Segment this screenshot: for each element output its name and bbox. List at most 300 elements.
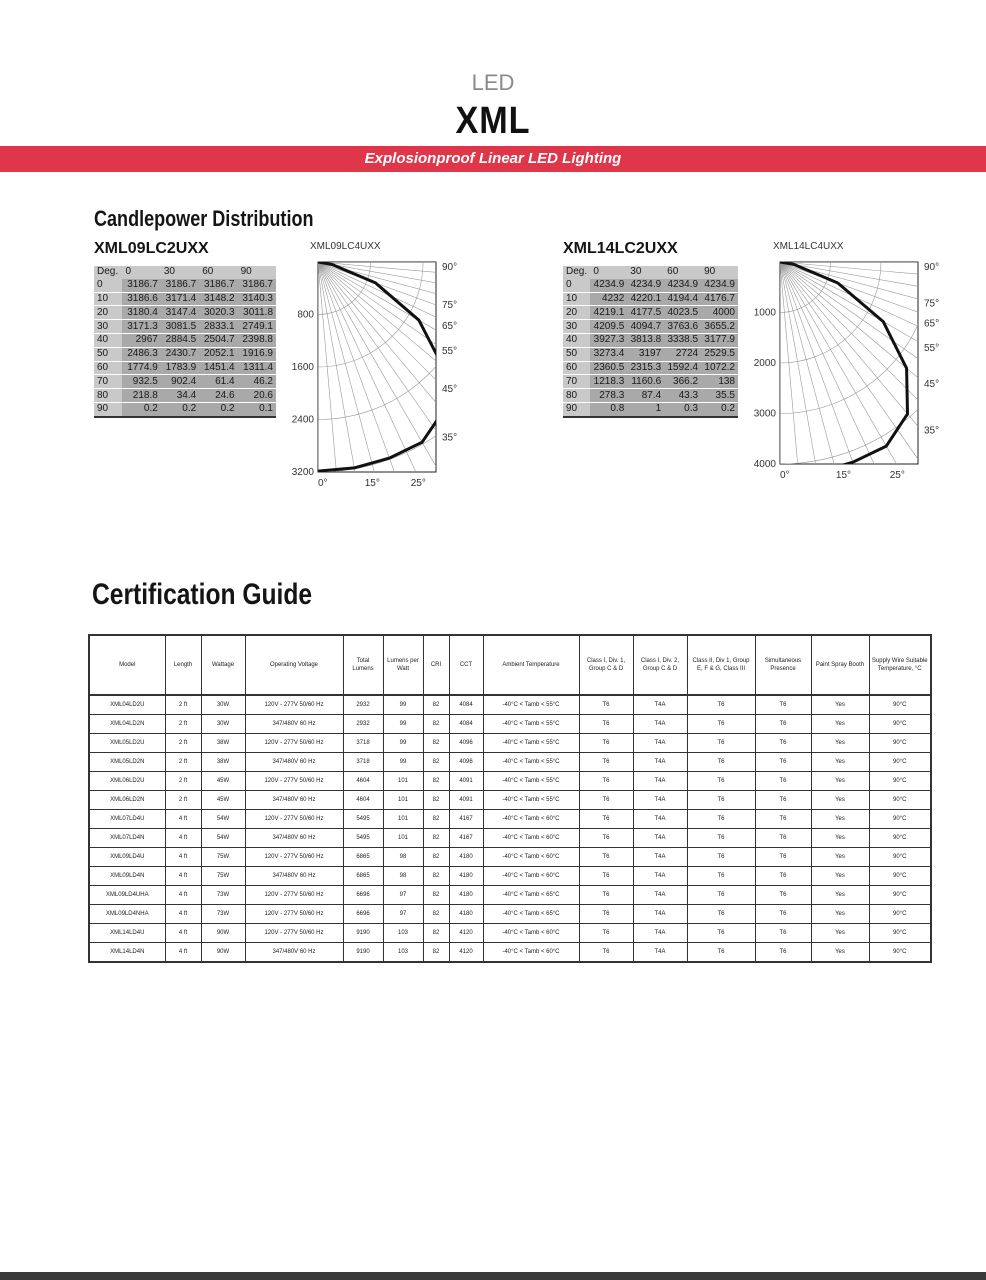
cert-cell: 4167 (449, 829, 483, 848)
polar-title-2: XML14LC4UXX (773, 241, 844, 252)
table-row (89, 791, 931, 810)
cert-cell: 30W (201, 695, 245, 715)
cert-cell: 45W (201, 791, 245, 810)
table-row (89, 848, 931, 867)
cert-column-header: Total Lumens (343, 635, 383, 695)
cert-cell: Yes (811, 715, 869, 734)
cp-value-cell: 1311.4 (238, 361, 276, 375)
cert-cell: 4167 (449, 810, 483, 829)
cert-cell: XML05LD2N (89, 753, 165, 772)
cert-cell: 5495 (343, 829, 383, 848)
radial-label: 4000 (753, 459, 776, 470)
cert-cell: -40°C < Tamb < 60°C (483, 810, 579, 829)
cp-degree-cell: 70 (563, 375, 590, 389)
cert-cell: 4 ft (165, 924, 201, 943)
cert-cell: T4A (633, 829, 687, 848)
cert-column-header: Wattage (201, 635, 245, 695)
cp-degree-cell: 80 (563, 389, 590, 403)
cert-cell: 4180 (449, 848, 483, 867)
cert-cell: Yes (811, 753, 869, 772)
cert-cell: -40°C < Tamb < 60°C (483, 848, 579, 867)
cert-cell: T6 (687, 943, 755, 963)
cert-column-header: Ambient Temperature (483, 635, 579, 695)
certification-section-title: Certification Guide (92, 578, 313, 611)
cert-cell: 82 (423, 905, 449, 924)
cert-column-header: Class II, Div 1, Group E, F & G, Class III (687, 635, 755, 695)
cert-cell: 6696 (343, 905, 383, 924)
cert-cell: -40°C < Tamb < 55°C (483, 791, 579, 810)
cert-cell: 9190 (343, 943, 383, 963)
cert-column-header: Operating Voltage (245, 635, 343, 695)
table-row (94, 333, 276, 347)
cert-cell: 5495 (343, 810, 383, 829)
cert-cell: 99 (383, 734, 423, 753)
cert-cell: T6 (687, 791, 755, 810)
cert-cell: T4A (633, 848, 687, 867)
cert-column-header: Lumens per Watt (383, 635, 423, 695)
cp-value-cell: 3186.7 (122, 279, 160, 292)
cert-cell: 82 (423, 753, 449, 772)
cert-cell: 99 (383, 753, 423, 772)
cert-cell: Yes (811, 810, 869, 829)
cp-value-cell: 2967 (122, 333, 160, 347)
cert-cell: 4 ft (165, 829, 201, 848)
cert-cell: 97 (383, 886, 423, 905)
cert-cell: 82 (423, 715, 449, 734)
cert-cell: 3718 (343, 734, 383, 753)
cert-cell: 103 (383, 924, 423, 943)
cert-cell: 347/480V 60 Hz (245, 943, 343, 963)
cert-cell: XML07LD4U (89, 810, 165, 829)
cp-degree-cell: 60 (563, 361, 590, 375)
candlepower-table-1 (94, 266, 276, 418)
cert-cell: 98 (383, 867, 423, 886)
cp-value-cell: 4234.9 (701, 279, 738, 292)
cert-cell: 4180 (449, 886, 483, 905)
cert-cell: 120V - 277V 50/60 Hz (245, 810, 343, 829)
cert-cell: Yes (811, 695, 869, 715)
cert-header-row (89, 635, 931, 695)
cp-value-cell: 2360.5 (590, 361, 627, 375)
cp-value-cell: 0.8 (590, 402, 627, 416)
cert-cell: 101 (383, 772, 423, 791)
cert-cell: 4 ft (165, 848, 201, 867)
cp-column-header: 90 (701, 266, 738, 279)
cert-cell: -40°C < Tamb < 55°C (483, 772, 579, 791)
cert-cell: 4120 (449, 943, 483, 963)
cert-cell: T6 (579, 848, 633, 867)
cert-cell: 99 (383, 695, 423, 715)
cert-column-header: Length (165, 635, 201, 695)
table-row (94, 402, 276, 416)
cp-degree-cell: 30 (563, 320, 590, 334)
cp-degree-cell: 30 (94, 320, 122, 334)
cert-cell: 90°C (869, 695, 931, 715)
cert-cell: T4A (633, 695, 687, 715)
cert-cell: T4A (633, 943, 687, 963)
cert-cell: T6 (579, 715, 633, 734)
cp-degree-cell: 70 (94, 375, 122, 389)
cert-cell: T6 (755, 924, 811, 943)
cert-cell: 90°C (869, 943, 931, 963)
cert-cell: 2932 (343, 695, 383, 715)
cert-cell: T6 (687, 905, 755, 924)
cert-cell: T6 (579, 829, 633, 848)
cert-cell: 75W (201, 867, 245, 886)
cp-column-header: 60 (199, 266, 237, 279)
table-row (89, 886, 931, 905)
cp-column-header: 30 (161, 266, 199, 279)
cert-column-header: Model (89, 635, 165, 695)
cert-cell: T4A (633, 753, 687, 772)
cert-cell: 90W (201, 924, 245, 943)
cp-value-cell: 0.2 (122, 402, 160, 416)
cert-cell: T6 (687, 829, 755, 848)
cert-cell: 82 (423, 943, 449, 963)
cp-value-cell: 3338.5 (664, 333, 701, 347)
table-row (89, 715, 931, 734)
cp-value-cell: 2529.5 (701, 347, 738, 361)
cert-cell: Yes (811, 791, 869, 810)
cp-value-cell: 3171.4 (161, 292, 199, 306)
cp-value-cell: 3186.7 (238, 279, 276, 292)
cert-cell: 82 (423, 734, 449, 753)
cert-cell: -40°C < Tamb < 60°C (483, 867, 579, 886)
cert-cell: T6 (579, 886, 633, 905)
radial-label: 1000 (753, 307, 776, 319)
angle-label: 35° (442, 432, 458, 444)
cert-cell: XML09LD4U (89, 848, 165, 867)
cp-degree-cell: 20 (563, 306, 590, 320)
cert-cell: T4A (633, 772, 687, 791)
table-row (94, 306, 276, 320)
cp-value-cell: 2724 (664, 347, 701, 361)
cp-value-cell: 46.2 (238, 375, 276, 389)
table-row (94, 292, 276, 306)
angle-label: 55° (442, 346, 458, 358)
cert-column-header: CRI (423, 635, 449, 695)
cp-value-cell: 4234.9 (627, 279, 664, 292)
cert-cell: Yes (811, 848, 869, 867)
cert-cell: 2 ft (165, 715, 201, 734)
cert-cell: T6 (579, 753, 633, 772)
angle-label: 45° (924, 379, 940, 391)
cert-cell: 4604 (343, 772, 383, 791)
table-row (563, 347, 738, 361)
cert-cell: 101 (383, 829, 423, 848)
cp-value-cell: 1 (627, 402, 664, 416)
cp-model-title-2: XML14LC2UXX (563, 240, 678, 257)
cp-degree-cell: 90 (94, 402, 122, 416)
table-row (563, 375, 738, 389)
cert-column-header: Class I, Div. 2, Group C & D (633, 635, 687, 695)
cert-cell: 75W (201, 848, 245, 867)
table-row (89, 810, 931, 829)
cp-value-cell: 138 (701, 375, 738, 389)
cert-cell: 90°C (869, 715, 931, 734)
cert-cell: Yes (811, 867, 869, 886)
cp-value-cell: 2486.3 (122, 347, 160, 361)
cert-cell: T4A (633, 734, 687, 753)
cp-column-header: Deg. (563, 266, 590, 279)
cp-column-header: 0 (590, 266, 627, 279)
cert-cell: T6 (579, 772, 633, 791)
table-row (563, 279, 738, 292)
cp-value-cell: 1592.4 (664, 361, 701, 375)
cert-cell: Yes (811, 886, 869, 905)
cert-cell: Yes (811, 829, 869, 848)
cp-value-cell: 2430.7 (161, 347, 199, 361)
cp-value-cell: 4177.5 (627, 306, 664, 320)
cert-column-header: CCT (449, 635, 483, 695)
cert-cell: 120V - 277V 50/60 Hz (245, 695, 343, 715)
cert-cell: 4096 (449, 734, 483, 753)
cp-value-cell: 43.3 (664, 389, 701, 403)
table-row (563, 333, 738, 347)
table-row (94, 361, 276, 375)
cp-value-cell: 278.3 (590, 389, 627, 403)
cert-cell: 4 ft (165, 943, 201, 963)
table-row (89, 924, 931, 943)
cert-cell: T6 (687, 772, 755, 791)
polar-chart-2 (742, 252, 942, 497)
cert-cell: 4 ft (165, 886, 201, 905)
cert-cell: -40°C < Tamb < 60°C (483, 924, 579, 943)
cert-cell: T6 (687, 695, 755, 715)
cp-value-cell: 3763.6 (664, 320, 701, 334)
cert-cell: -40°C < Tamb < 55°C (483, 753, 579, 772)
cert-cell: XML09LD4N (89, 867, 165, 886)
cp-value-cell: 4000 (701, 306, 738, 320)
table-row (89, 905, 931, 924)
cp-value-cell: 0.2 (701, 402, 738, 416)
cp-value-cell: 1916.9 (238, 347, 276, 361)
cp-value-cell: 4194.4 (664, 292, 701, 306)
cert-cell: 73W (201, 886, 245, 905)
cert-cell: 98 (383, 848, 423, 867)
angle-label: 65° (924, 318, 940, 330)
cp-column-header: 30 (627, 266, 664, 279)
table-row (563, 389, 738, 403)
cert-cell: 101 (383, 810, 423, 829)
cert-cell: 82 (423, 848, 449, 867)
cert-cell: T6 (579, 734, 633, 753)
cert-cell: 347/480V 60 Hz (245, 867, 343, 886)
cp-value-cell: 3813.8 (627, 333, 664, 347)
radial-label: 2400 (291, 414, 314, 426)
cert-cell: T6 (579, 943, 633, 963)
table-row (89, 695, 931, 715)
cp-value-cell: 4232 (590, 292, 627, 306)
cp-value-cell: 3273.4 (590, 347, 627, 361)
angle-label: 55° (924, 342, 940, 354)
cert-cell: T6 (755, 695, 811, 715)
cert-cell: T6 (687, 886, 755, 905)
cert-cell: 82 (423, 695, 449, 715)
cert-cell: T6 (579, 867, 633, 886)
cert-cell: T4A (633, 791, 687, 810)
cert-cell: 82 (423, 791, 449, 810)
angle-label: 90° (442, 262, 458, 274)
candlepower-section-title: Candlepower Distribution (94, 206, 314, 231)
cp-value-cell: 3171.3 (122, 320, 160, 334)
angle-label: 75° (924, 298, 940, 310)
table-row (94, 279, 276, 292)
cert-cell: 4084 (449, 715, 483, 734)
cp-degree-cell: 10 (563, 292, 590, 306)
cert-cell: T6 (755, 753, 811, 772)
cert-cell: T4A (633, 905, 687, 924)
cert-cell: 90°C (869, 924, 931, 943)
table-row (89, 829, 931, 848)
cp-value-cell: 4219.1 (590, 306, 627, 320)
cert-column-header: Supply Wire Suitable Temperature, °C (869, 635, 931, 695)
candlepower-table-2 (563, 266, 738, 418)
table-row (563, 361, 738, 375)
cert-cell: 120V - 277V 50/60 Hz (245, 848, 343, 867)
cert-cell: T4A (633, 867, 687, 886)
cert-cell: -40°C < Tamb < 60°C (483, 943, 579, 963)
cert-cell: 4091 (449, 772, 483, 791)
cp-value-cell: 20.6 (238, 389, 276, 403)
cp-column-header: 0 (122, 266, 160, 279)
cert-cell: 4604 (343, 791, 383, 810)
radial-label: 1600 (291, 362, 314, 373)
cp-value-cell: 3147.4 (161, 306, 199, 320)
cp-value-cell: 4209.5 (590, 320, 627, 334)
cert-cell: T6 (755, 943, 811, 963)
cp-value-cell: 1160.6 (627, 375, 664, 389)
cert-cell: T6 (687, 734, 755, 753)
cp-table-header-row (563, 266, 738, 279)
cp-value-cell: 2052.1 (199, 347, 237, 361)
cert-cell: Yes (811, 905, 869, 924)
cert-cell: 120V - 277V 50/60 Hz (245, 772, 343, 791)
cert-cell: 90°C (869, 886, 931, 905)
cert-cell: XML05LD2U (89, 734, 165, 753)
cert-cell: 4 ft (165, 905, 201, 924)
cert-column-header: Simultaneous Presence (755, 635, 811, 695)
cp-value-cell: 61.4 (199, 375, 237, 389)
cert-cell: 347/480V 60 Hz (245, 715, 343, 734)
angle-label: 0° (318, 478, 328, 489)
cert-cell: Yes (811, 734, 869, 753)
cp-degree-cell: 50 (94, 347, 122, 361)
cert-cell: XML06LD2N (89, 791, 165, 810)
cert-cell: 120V - 277V 50/60 Hz (245, 905, 343, 924)
radial-label: 3200 (291, 467, 314, 478)
angle-label: 65° (442, 321, 458, 332)
cp-value-cell: 34.4 (161, 389, 199, 403)
cert-cell: 82 (423, 810, 449, 829)
cp-value-cell: 0.2 (199, 402, 237, 416)
cert-cell: 103 (383, 943, 423, 963)
cert-cell: 82 (423, 867, 449, 886)
table-row (563, 292, 738, 306)
table-row (89, 753, 931, 772)
angle-label: 0° (780, 470, 790, 481)
table-row (89, 734, 931, 753)
cp-value-cell: 3927.3 (590, 333, 627, 347)
cert-cell: 2 ft (165, 695, 201, 715)
cert-cell: 2 ft (165, 772, 201, 791)
radial-label: 800 (297, 309, 314, 321)
cp-value-cell: 0.1 (238, 402, 276, 416)
cp-value-cell: 366.2 (664, 375, 701, 389)
cert-cell: T6 (755, 772, 811, 791)
cp-value-cell: 902.4 (161, 375, 199, 389)
cert-cell: 6865 (343, 848, 383, 867)
cp-value-cell: 1783.9 (161, 361, 199, 375)
cert-cell: 347/480V 60 Hz (245, 829, 343, 848)
cert-cell: 73W (201, 905, 245, 924)
cert-cell: 9190 (343, 924, 383, 943)
cert-cell: 90°C (869, 829, 931, 848)
table-row (89, 867, 931, 886)
cert-cell: 90°C (869, 867, 931, 886)
cert-cell: T6 (687, 715, 755, 734)
cert-cell: 4 ft (165, 810, 201, 829)
cert-column-header: Paint Spray Booth (811, 635, 869, 695)
cp-value-cell: 3180.4 (122, 306, 160, 320)
cp-degree-cell: 20 (94, 306, 122, 320)
cp-value-cell: 0.3 (664, 402, 701, 416)
cp-value-cell: 35.5 (701, 389, 738, 403)
cp-value-cell: 1218.3 (590, 375, 627, 389)
table-row (94, 347, 276, 361)
angle-label: 45° (442, 384, 458, 395)
cert-cell: 4120 (449, 924, 483, 943)
table-row (563, 306, 738, 320)
cp-column-header: 60 (664, 266, 701, 279)
angle-label: 90° (924, 262, 940, 274)
cert-column-header: Class I, Div. 1, Group C & D (579, 635, 633, 695)
cert-cell: 45W (201, 772, 245, 791)
cert-cell: T6 (687, 867, 755, 886)
cert-cell: 90°C (869, 753, 931, 772)
cert-cell: T6 (755, 734, 811, 753)
cert-cell: 90°C (869, 772, 931, 791)
cert-cell: -40°C < Tamb < 55°C (483, 695, 579, 715)
cert-cell: 90W (201, 943, 245, 963)
angle-label: 15° (835, 470, 852, 481)
cp-degree-cell: 60 (94, 361, 122, 375)
cp-value-cell: 4176.7 (701, 292, 738, 306)
angle-label: 35° (924, 425, 940, 437)
product-banner (0, 146, 986, 172)
cp-degree-cell: 90 (563, 402, 590, 416)
cert-cell: -40°C < Tamb < 55°C (483, 715, 579, 734)
cert-cell: 4091 (449, 791, 483, 810)
cert-cell: Yes (811, 943, 869, 963)
cert-cell: 347/480V 60 Hz (245, 791, 343, 810)
cp-value-cell: 2504.7 (199, 333, 237, 347)
cp-value-cell: 2398.8 (238, 333, 276, 347)
cp-degree-cell: 40 (94, 333, 122, 347)
cert-cell: 90°C (869, 905, 931, 924)
cert-cell: 54W (201, 810, 245, 829)
cp-degree-cell: 50 (563, 347, 590, 361)
cp-degree-cell: 0 (94, 279, 122, 292)
cert-cell: T4A (633, 924, 687, 943)
cp-value-cell: 1774.9 (122, 361, 160, 375)
cp-column-header: Deg. (94, 266, 122, 279)
cp-value-cell: 3655.2 (701, 320, 738, 334)
cp-value-cell: 3011.8 (238, 306, 276, 320)
cp-value-cell: 87.4 (627, 389, 664, 403)
cp-value-cell: 0.2 (161, 402, 199, 416)
cert-cell: 101 (383, 791, 423, 810)
